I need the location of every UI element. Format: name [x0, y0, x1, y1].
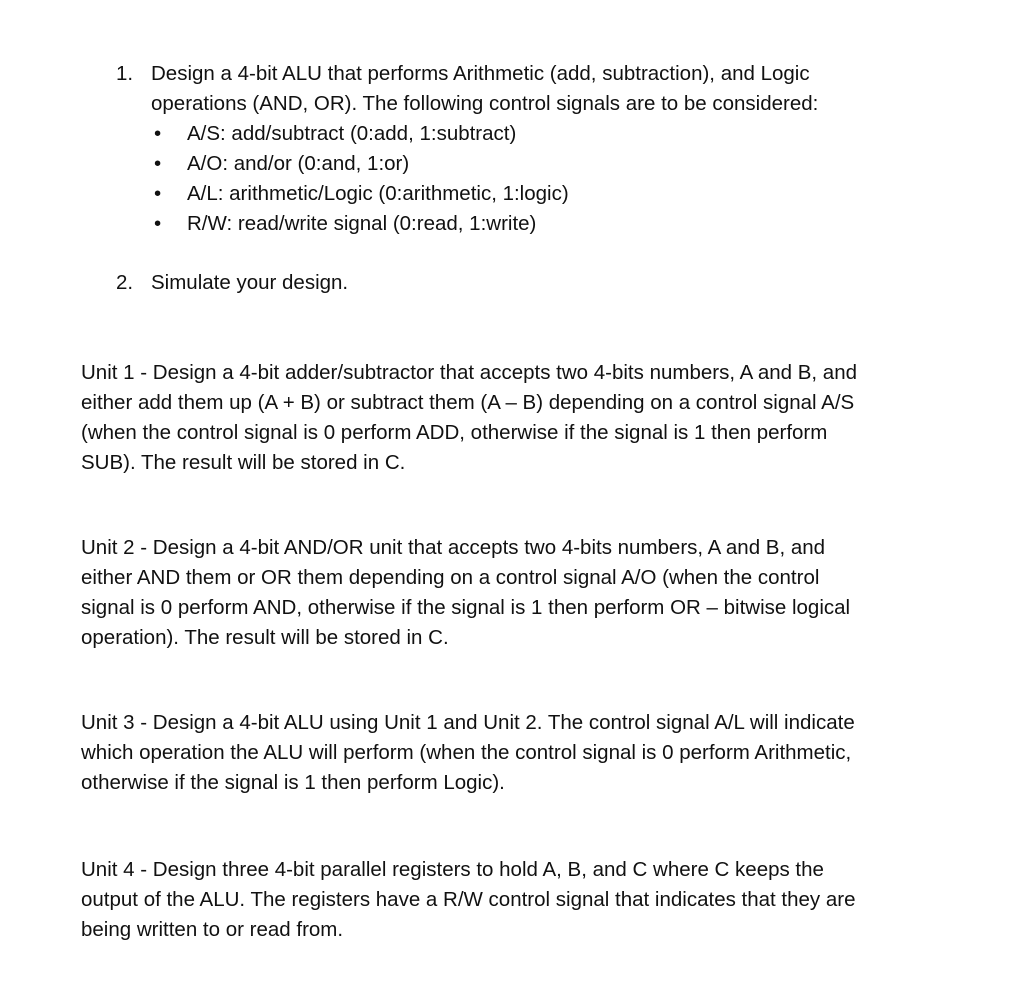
text-line: Unit 2 - Design a 4-bit AND/OR unit that accepts two 4-bits numbers, A and B, and: [81, 536, 826, 559]
text-line: signal is 0 perform AND, otherwise if the signal is 1 then perform OR – bitwise logical: [81, 596, 851, 619]
bullet-icon: •: [154, 152, 162, 175]
text-line: operation). The result will be stored in C.: [81, 626, 449, 649]
unit-3-paragraph: [81, 708, 981, 798]
text-line: (when the control signal is 0 perform ADD, otherwise if the signal is 1 then perform: [81, 421, 828, 444]
bullet-text: A/S: add/subtract (0:add, 1:subtract): [187, 122, 517, 145]
text-line: either AND them or OR them depending on a control signal A/O (when the control: [81, 566, 820, 589]
text-line: operations (AND, OR). The following control signals are to be considered:: [151, 92, 819, 115]
unit-2-paragraph: [81, 533, 981, 653]
text-line: which operation the ALU will perform (when the control signal is 0 perform Arithmetic,: [81, 741, 852, 764]
text-line: Unit 4 - Design three 4-bit parallel registers to hold A, B, and C where C keeps the: [81, 858, 824, 881]
text-line: Unit 1 - Design a 4-bit adder/subtractor that accepts two 4-bits numbers, A and B, and: [81, 361, 857, 384]
bullet-text: A/O: and/or (0:and, 1:or): [187, 152, 410, 175]
bullet-item: [151, 149, 936, 179]
list-number: 1.: [116, 62, 134, 85]
bullet-item: [151, 119, 936, 149]
text-line: Simulate your design.: [151, 271, 349, 294]
text-line: being written to or read from.: [81, 918, 344, 941]
list-item-1: [116, 59, 936, 239]
bullet-item: [151, 209, 936, 239]
text-line: Design a 4-bit ALU that performs Arithmetic (add, subtraction), and Logic: [151, 62, 810, 85]
bullet-text: A/L: arithmetic/Logic (0:arithmetic, 1:logic): [187, 182, 569, 205]
bullet-item: [151, 179, 936, 209]
text-line: output of the ALU. The registers have a R/W control signal that indicates that they are: [81, 888, 856, 911]
list-number: 2.: [116, 271, 134, 294]
text-line: otherwise if the signal is 1 then perform Logic).: [81, 771, 505, 794]
list-item-2: [116, 268, 936, 298]
text-line: Unit 3 - Design a 4-bit ALU using Unit 1 and Unit 2. The control signal A/L will indicate: [81, 711, 855, 734]
list-item-body: [151, 268, 936, 298]
bullet-text: R/W: read/write signal (0:read, 1:write): [187, 212, 537, 235]
unit-4-paragraph: [81, 855, 981, 945]
bullet-list: [151, 119, 936, 239]
list-item-body: [151, 59, 936, 239]
bullet-icon: •: [154, 212, 162, 235]
text-line: either add them up (A + B) or subtract them (A – B) depending on a control signal A/S: [81, 391, 855, 414]
bullet-icon: •: [154, 182, 162, 205]
unit-1-paragraph: [81, 358, 981, 478]
bullet-icon: •: [154, 122, 162, 145]
text-line: SUB). The result will be stored in C.: [81, 451, 406, 474]
